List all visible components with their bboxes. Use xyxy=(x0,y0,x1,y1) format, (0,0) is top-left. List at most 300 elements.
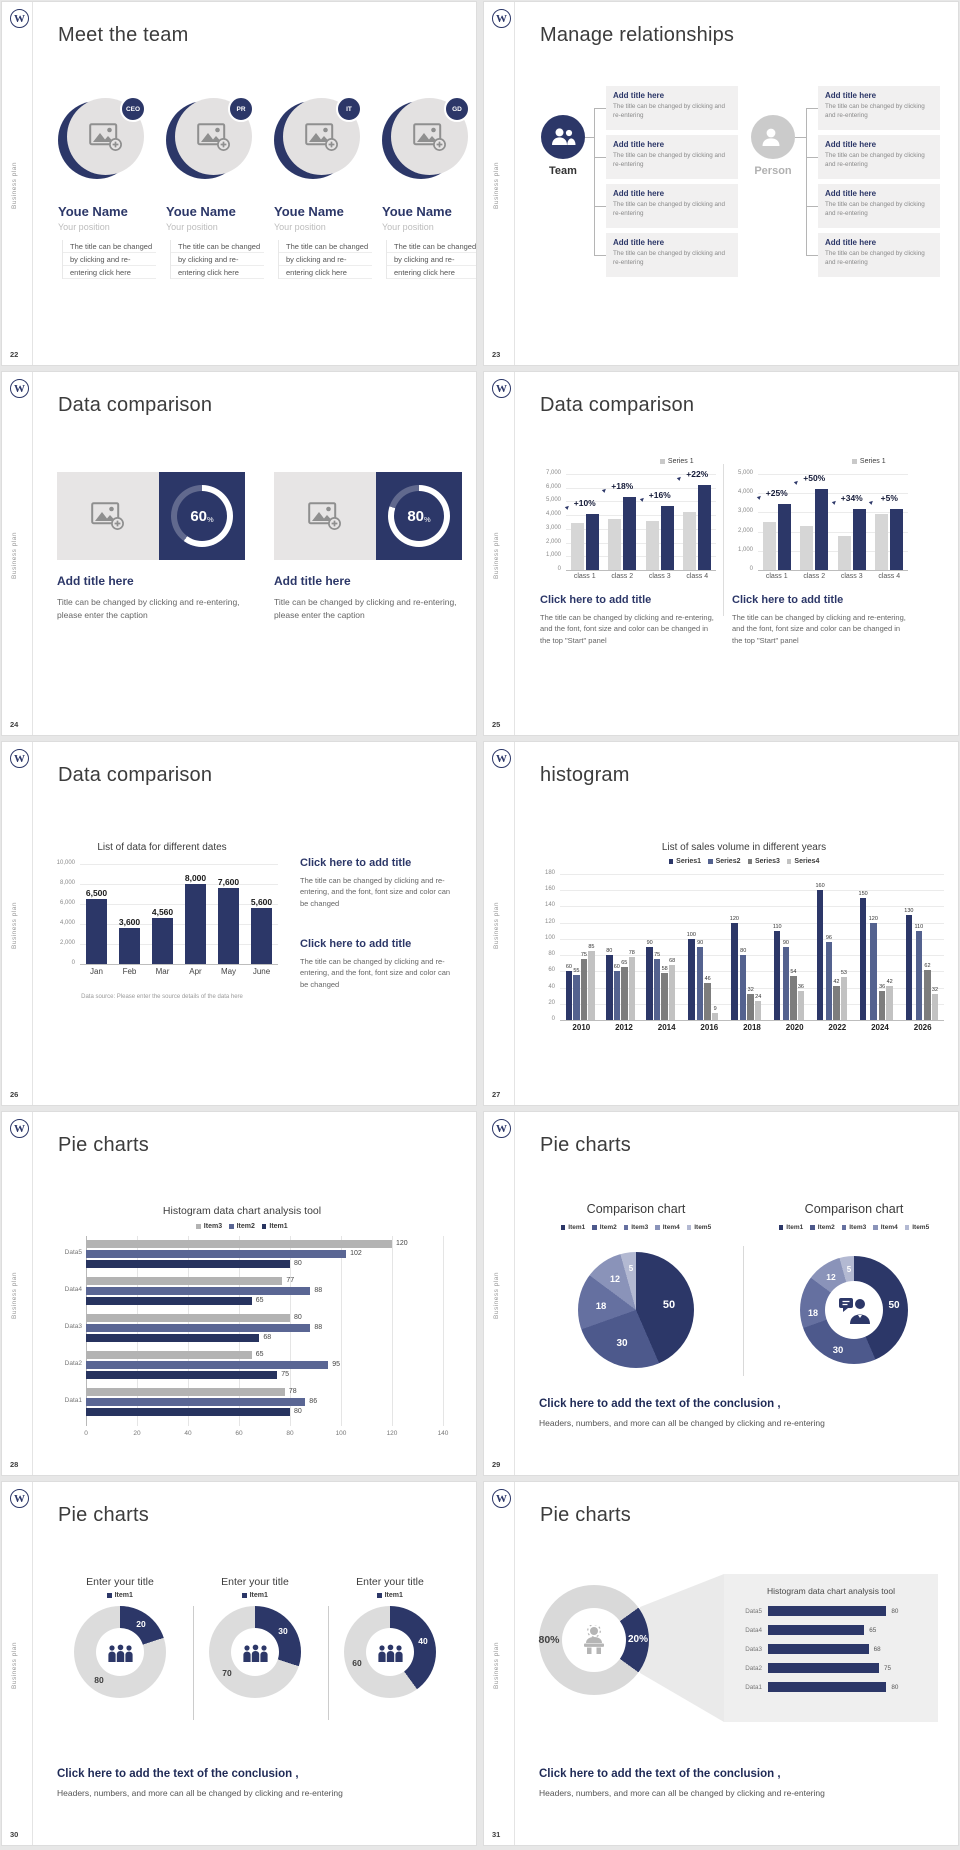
bar xyxy=(890,509,903,570)
bar-wrap xyxy=(763,522,776,570)
value-label: 36 xyxy=(879,984,886,990)
slide-number: 24 xyxy=(10,720,19,729)
y-tick-label: 4,000 xyxy=(545,511,561,518)
multi-series-bar-chart xyxy=(534,870,944,1032)
sidebar-vertical-label: Business plan xyxy=(11,161,18,209)
conclusion-title: Click here to add the text of the conclusion , xyxy=(57,1768,299,1780)
connector-line xyxy=(594,108,595,255)
pie-slice-label: 20 xyxy=(136,1619,146,1629)
value-label: 60 xyxy=(565,964,572,970)
bar-wrap xyxy=(853,509,866,570)
bar-wrap xyxy=(841,970,848,1020)
bar xyxy=(86,1361,328,1369)
value-label: 62 xyxy=(924,963,931,969)
bar-group xyxy=(218,864,239,964)
bar-group xyxy=(838,474,866,570)
category-label: Data2 xyxy=(64,1360,82,1367)
bar xyxy=(86,1250,346,1258)
bar xyxy=(879,991,886,1020)
legend-label: Item1 xyxy=(249,1592,268,1599)
divider xyxy=(723,464,724,616)
connector-line xyxy=(806,157,818,158)
member-name: Youe Name xyxy=(274,204,344,219)
panel-chart-title: Histogram data chart analysis tool xyxy=(766,1586,896,1596)
person-icon xyxy=(760,127,786,147)
bar xyxy=(778,504,791,570)
bar-wrap xyxy=(778,504,791,570)
value-label: 110 xyxy=(914,924,924,930)
bar xyxy=(661,506,674,570)
sidebar-vertical-label: Business plan xyxy=(493,531,500,579)
bar-chart xyxy=(46,860,278,976)
bar-wrap xyxy=(119,917,140,964)
member-name: Youe Name xyxy=(166,204,236,219)
legend-item xyxy=(852,458,885,465)
bar xyxy=(606,955,613,1020)
category-label: Data5 xyxy=(745,1608,762,1615)
legend-label: Item2 xyxy=(236,1223,255,1230)
sidebar-vertical-label: Business plan xyxy=(493,901,500,949)
slide-number: 31 xyxy=(492,1830,501,1839)
brand-logo: W xyxy=(492,379,511,398)
value-label: 78 xyxy=(288,1387,297,1395)
slide-24-data-comparison-donuts[interactable] xyxy=(2,372,476,735)
gridline xyxy=(758,570,908,571)
value-label: 96 xyxy=(825,935,832,941)
brand-logo: W xyxy=(492,9,511,28)
bar-wrap xyxy=(747,987,754,1020)
legend-item xyxy=(687,1224,711,1231)
bar xyxy=(853,509,866,570)
image-placeholder-icon xyxy=(89,123,123,151)
legend-label: Item1 xyxy=(568,1224,586,1231)
bar xyxy=(688,939,695,1020)
bar xyxy=(86,1334,259,1342)
bar-wrap xyxy=(86,888,107,964)
donut-chart xyxy=(344,1606,436,1698)
conclusion-text: Headers, numbers, and more can all be changed by clicking and re-entering xyxy=(539,1788,825,1798)
value-label: 88 xyxy=(314,1286,323,1294)
bar xyxy=(86,1371,277,1379)
value-label: 120 xyxy=(729,916,739,922)
org-node-label: Team xyxy=(549,165,577,177)
chart-title: List of sales volume in different years xyxy=(661,842,827,853)
x-tick-label: 2024 xyxy=(871,1023,889,1032)
legend-swatch xyxy=(905,1225,910,1230)
value-label: 75 xyxy=(654,952,661,958)
bar-wrap xyxy=(932,987,939,1020)
bar-group xyxy=(875,474,903,570)
pie-slice-label: 30 xyxy=(278,1626,288,1636)
chart-title: Histogram data chart analysis tool xyxy=(162,1205,322,1217)
value-label: 80 xyxy=(606,948,613,954)
bar-wrap xyxy=(185,873,206,964)
progress-ring-center xyxy=(394,491,444,541)
legend-item xyxy=(905,1224,929,1231)
category-label: Data3 xyxy=(745,1646,762,1653)
value-label: 42 xyxy=(886,979,893,985)
info-box xyxy=(818,233,940,277)
slide-content xyxy=(2,742,476,1105)
slide-number: 28 xyxy=(10,1460,19,1469)
value-label: 86 xyxy=(309,1397,318,1405)
info-box-title: Add title here xyxy=(613,189,665,198)
bar xyxy=(86,1240,392,1248)
role-badge-label: PR xyxy=(236,105,246,113)
legend-label: Item4 xyxy=(880,1224,898,1231)
caption-title: Click here to add title xyxy=(732,594,844,606)
info-box xyxy=(818,86,940,130)
org-node-label: Person xyxy=(754,165,792,177)
slide-30-pie-charts-donuts[interactable] xyxy=(2,1482,476,1845)
bar xyxy=(586,514,599,570)
bar-group xyxy=(815,874,847,1020)
page-title: Pie charts xyxy=(540,1504,631,1526)
donut-hole xyxy=(96,1628,144,1676)
pie-slice-label: 50 xyxy=(888,1300,900,1311)
bar xyxy=(86,1398,305,1406)
x-tick-label: class 2 xyxy=(803,573,826,580)
info-box xyxy=(818,184,940,228)
bar-wrap xyxy=(698,485,711,570)
legend-label: Item4 xyxy=(662,1224,680,1231)
bar-wrap xyxy=(646,521,659,570)
caption-text: The title can be changed by clicking and re-entering, and the font, font size and color can be changed in the top "Start" panel xyxy=(732,613,906,645)
chart-legend xyxy=(638,458,716,465)
bar xyxy=(768,1625,864,1635)
bar-group xyxy=(683,474,711,570)
bar-wrap xyxy=(886,979,893,1020)
chart-legend xyxy=(58,1592,182,1599)
bar xyxy=(783,947,790,1020)
gridline xyxy=(341,1236,342,1426)
bar xyxy=(800,526,813,570)
progress-ring-center xyxy=(177,491,227,541)
value-label: 65 xyxy=(621,960,628,966)
legend-label: Item2 xyxy=(817,1224,835,1231)
bar xyxy=(704,983,711,1020)
team-member-card xyxy=(58,98,158,298)
bar xyxy=(886,986,893,1020)
x-tick-label: 140 xyxy=(437,1430,449,1437)
info-box-title: Add title here xyxy=(825,91,877,100)
bar xyxy=(924,970,931,1020)
bar xyxy=(86,1408,290,1416)
connector-line xyxy=(806,255,818,256)
bar xyxy=(798,991,805,1020)
role-badge-label: CEO xyxy=(125,105,141,113)
page-title: Data comparison xyxy=(540,394,695,416)
value-label: 32 xyxy=(747,987,754,993)
y-tick-label: 60 xyxy=(548,967,555,974)
legend-label: Item3 xyxy=(203,1223,223,1230)
page-title: Manage relationships xyxy=(540,24,735,46)
value-label: 150 xyxy=(858,891,868,897)
member-name: Youe Name xyxy=(58,204,128,219)
legend-swatch xyxy=(262,1224,267,1229)
info-box-title: Add title here xyxy=(825,140,877,149)
page-title: Pie charts xyxy=(540,1134,631,1156)
slide-number: 30 xyxy=(10,1830,19,1839)
bar-wrap xyxy=(740,948,747,1020)
x-tick-label: 80 xyxy=(286,1430,294,1437)
y-tick-label: 4,000 xyxy=(737,489,753,496)
legend-swatch xyxy=(852,459,857,464)
bar xyxy=(774,931,781,1020)
value-label: 80 xyxy=(294,1313,302,1321)
y-tick-label: 1,000 xyxy=(545,552,561,559)
x-tick-label: Mar xyxy=(155,967,170,976)
category-label: Data4 xyxy=(745,1627,762,1634)
y-tick-label: 20 xyxy=(548,999,555,1006)
bar-wrap xyxy=(800,526,813,570)
bar-wrap xyxy=(838,536,851,570)
chat-person-icon xyxy=(837,1295,871,1325)
percent-sign: % xyxy=(424,514,431,524)
bar xyxy=(768,1606,886,1616)
legend-swatch xyxy=(669,859,674,864)
value-label: 58 xyxy=(661,966,668,972)
legend-label: Item1 xyxy=(786,1224,804,1231)
value-label: 95 xyxy=(332,1360,341,1368)
grouped-bar-chart xyxy=(538,468,716,580)
team-icon xyxy=(550,127,576,147)
bar-wrap xyxy=(152,907,173,964)
brand-logo: W xyxy=(10,9,29,28)
team-member-card xyxy=(382,98,476,298)
bar xyxy=(661,973,668,1020)
y-tick-label: 2,000 xyxy=(59,940,75,946)
role-badge xyxy=(120,96,146,122)
chart-title: Comparison chart xyxy=(804,1202,904,1216)
value-label: 4,560 xyxy=(151,907,174,917)
chart-legend xyxy=(92,1223,392,1230)
chart-title: Enter your title xyxy=(356,1576,424,1588)
slide-28-pie-charts-hbar[interactable] xyxy=(2,1112,476,1475)
bar xyxy=(86,1287,310,1295)
card-text: Title can be changed by clicking and re-entering, please enter the caption xyxy=(57,597,240,621)
bar-wrap xyxy=(646,940,653,1020)
slide-31-pie-charts-expand[interactable] xyxy=(484,1482,958,1845)
y-tick-label: 6,000 xyxy=(59,900,75,906)
bar xyxy=(119,928,140,964)
slide-content xyxy=(2,1482,476,1845)
bar-wrap xyxy=(608,519,621,570)
value-label: 68 xyxy=(873,1645,881,1653)
value-label: 53 xyxy=(840,970,847,976)
slide-26-data-comparison-dates[interactable] xyxy=(2,742,476,1105)
slide-23-manage-relationships[interactable] xyxy=(484,2,958,365)
info-box-text: The title can be changed by clicking and re-entering xyxy=(825,103,925,120)
bar-wrap xyxy=(218,877,239,964)
brand-logo: W xyxy=(492,749,511,768)
slide-27-histogram[interactable] xyxy=(484,742,958,1105)
info-box-text: The title can be changed by clicking and re-entering xyxy=(613,103,726,120)
info-box xyxy=(606,86,738,130)
brand-logo: W xyxy=(10,1489,29,1508)
slide-content xyxy=(2,372,476,735)
category-label: Data4 xyxy=(64,1286,82,1293)
growth-label: +18% ▲ xyxy=(599,481,634,496)
slide-29-pie-charts-comparison[interactable] xyxy=(484,1112,958,1475)
x-tick-label: 2020 xyxy=(785,1023,804,1032)
bar xyxy=(817,890,824,1020)
team-member-card xyxy=(166,98,266,298)
legend-swatch xyxy=(377,1593,382,1598)
bar-group xyxy=(800,474,828,570)
bar xyxy=(629,957,636,1020)
gridline xyxy=(566,570,716,571)
block-text: The title can be changed by clicking and re-entering, and the font, font size and color can be changed xyxy=(300,957,451,989)
slide-22-meet-the-team[interactable] xyxy=(2,2,476,365)
legend-swatch xyxy=(779,1225,784,1230)
value-label: 90 xyxy=(782,940,789,946)
page-title: Pie charts xyxy=(58,1134,149,1156)
x-tick-label: 2018 xyxy=(743,1023,761,1032)
gridline xyxy=(392,1236,393,1426)
legend-swatch xyxy=(873,1225,878,1230)
x-tick-label: Feb xyxy=(122,967,137,976)
bar xyxy=(826,942,833,1020)
legend-item xyxy=(262,1223,288,1230)
legend-item xyxy=(592,1224,616,1231)
bar xyxy=(86,1260,290,1268)
bar-group xyxy=(773,874,804,1020)
bar-wrap xyxy=(661,966,668,1020)
bar-wrap xyxy=(833,979,840,1020)
info-box xyxy=(606,233,738,277)
bar xyxy=(740,955,747,1020)
bar xyxy=(860,898,867,1020)
value-label: 9 xyxy=(713,1006,717,1012)
bar xyxy=(185,884,206,964)
growth-label: +50% ▲ xyxy=(791,473,826,488)
divider xyxy=(328,1606,329,1720)
pie-slice-label: 18 xyxy=(807,1308,818,1318)
legend-item xyxy=(810,1224,834,1231)
bar xyxy=(614,971,621,1020)
page-title: Meet the team xyxy=(58,24,189,46)
growth-label: +16% ▲ xyxy=(637,489,671,504)
bar xyxy=(683,512,696,570)
gridline xyxy=(80,964,278,965)
legend-item xyxy=(107,1592,133,1599)
legend-item xyxy=(624,1224,648,1231)
y-tick-label: 3,000 xyxy=(737,508,753,515)
image-placeholder-box xyxy=(274,472,376,560)
percent-box xyxy=(376,472,462,560)
legend-item xyxy=(708,858,740,865)
brand-logo: W xyxy=(10,749,29,768)
legend-item xyxy=(660,458,693,465)
caption-text: The title can be changed by clicking and re-entering, and the font, font size and color can be changed in the top "Start" panel xyxy=(540,613,714,645)
info-box-text: The title can be changed by clicking and re-entering xyxy=(613,250,726,267)
slide-25-data-comparison-bars[interactable] xyxy=(484,372,958,735)
connector-line xyxy=(806,108,807,255)
member-desc: The title can be changed by clicking and re-entering click here xyxy=(278,240,372,279)
info-box xyxy=(818,135,940,179)
bar-wrap xyxy=(890,509,903,570)
x-tick-label: class 3 xyxy=(840,573,863,580)
legend-item xyxy=(787,858,819,865)
bar-wrap xyxy=(879,984,886,1020)
percent-value: 60 xyxy=(190,507,207,525)
legend-label: Item2 xyxy=(599,1224,617,1231)
y-tick-label: 3,000 xyxy=(545,524,561,531)
value-label: 65 xyxy=(255,1296,264,1304)
member-name: Youe Name xyxy=(382,204,452,219)
bar xyxy=(566,971,573,1020)
bar xyxy=(646,521,659,570)
legend-swatch xyxy=(660,459,665,464)
divider xyxy=(743,1246,744,1376)
bar xyxy=(731,923,738,1020)
brand-logo: W xyxy=(492,1119,511,1138)
value-label: 78 xyxy=(628,950,635,956)
value-label: 7,600 xyxy=(217,877,240,887)
block-title: Click here to add title xyxy=(300,857,412,869)
member-desc: The title can be changed by clicking and re-entering click here xyxy=(170,240,264,279)
x-tick-label: class 2 xyxy=(611,573,634,580)
bar xyxy=(608,519,621,570)
x-tick-label: 2014 xyxy=(657,1023,676,1032)
bar-wrap xyxy=(914,924,923,1020)
pie-slice-label: 50 xyxy=(662,1299,676,1311)
category-label: Data2 xyxy=(745,1665,762,1672)
growth-arrow-icon: ▲ xyxy=(866,497,877,507)
category-label: Data1 xyxy=(64,1397,82,1404)
bar-wrap xyxy=(704,976,711,1020)
x-tick-label: class 1 xyxy=(573,573,596,580)
value-label: 65 xyxy=(255,1350,264,1358)
percent-value: 80 xyxy=(407,507,424,525)
legend-label: Item1 xyxy=(114,1592,133,1599)
growth-label: +22% ▲ xyxy=(674,468,709,484)
y-tick-label: 100 xyxy=(544,934,555,941)
x-tick-label: 100 xyxy=(335,1430,347,1437)
bar-wrap xyxy=(581,952,588,1020)
bar-wrap xyxy=(730,916,739,1020)
legend-swatch xyxy=(687,1225,692,1230)
legend-item xyxy=(377,1592,403,1599)
value-label: 80 xyxy=(294,1259,302,1267)
three-people-icon xyxy=(107,1641,134,1663)
bar-wrap xyxy=(571,523,584,570)
chart-legend xyxy=(541,1224,731,1231)
bar xyxy=(86,1324,310,1332)
value-label: 90 xyxy=(646,940,653,946)
legend-item xyxy=(655,1224,679,1231)
value-label: 75 xyxy=(580,952,587,958)
value-label: 24 xyxy=(755,994,762,1000)
chart-legend xyxy=(830,458,908,465)
bar-wrap xyxy=(904,908,913,1020)
connector-line xyxy=(594,255,606,256)
legend-swatch xyxy=(229,1224,234,1229)
bar xyxy=(86,1277,282,1285)
slide-content xyxy=(484,2,958,365)
sidebar-vertical-label: Business plan xyxy=(493,1641,500,1689)
gridline xyxy=(443,1236,444,1426)
legend-item xyxy=(242,1592,268,1599)
bar xyxy=(698,485,711,570)
role-badge-label: GD xyxy=(452,105,462,113)
plot-area xyxy=(560,874,944,1020)
category-label: Data1 xyxy=(745,1684,762,1691)
legend-item xyxy=(779,1224,803,1231)
member-position: Your position xyxy=(58,222,110,232)
legend-swatch xyxy=(107,1593,112,1598)
